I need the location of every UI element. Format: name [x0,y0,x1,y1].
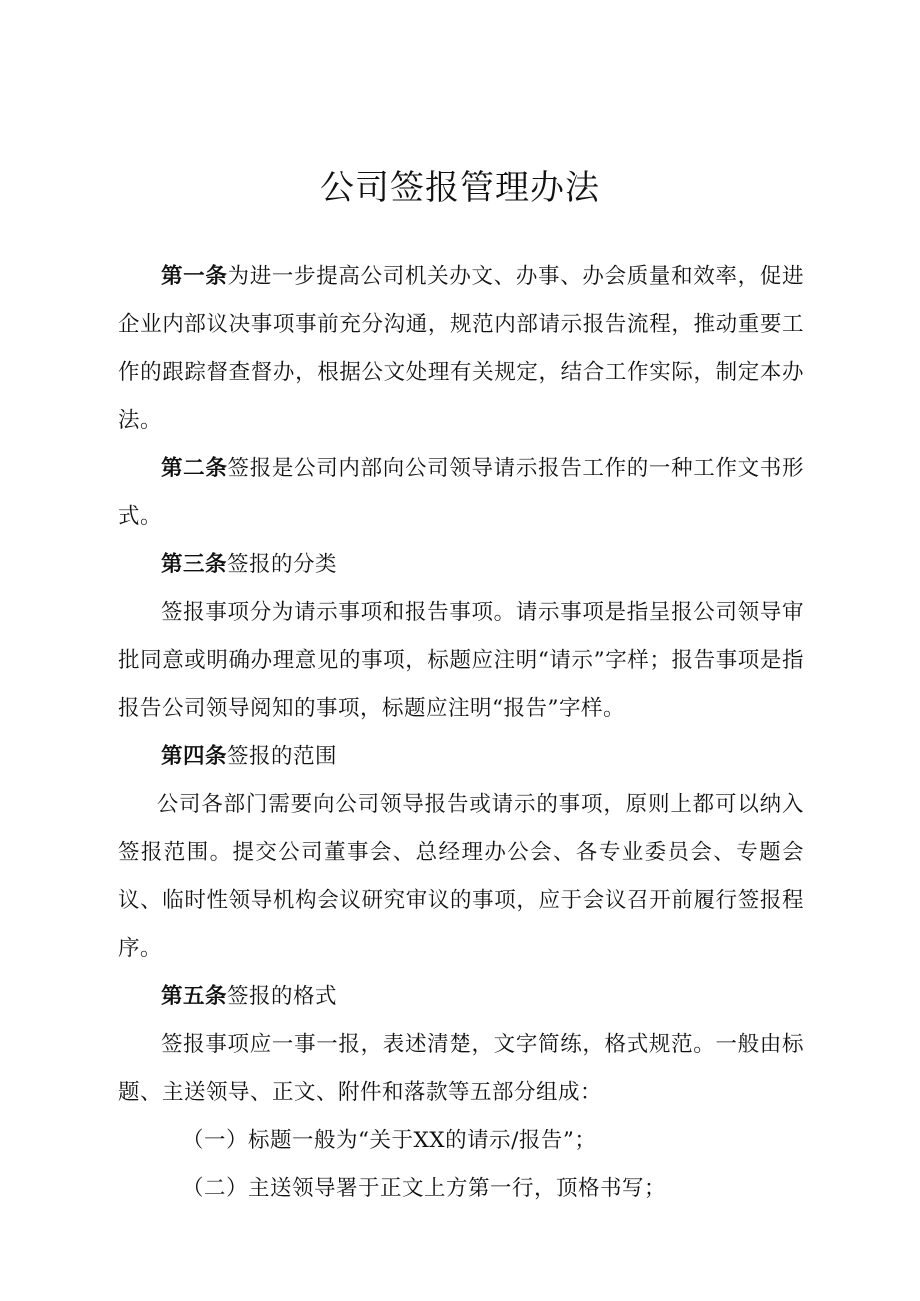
document-title: 公司签报管理办法 [320,168,600,208]
article-text: 为进一步提高公司机关办文、办事、办会质量和效率，促进企业内部议决事项事前充分沟通，规范内部请示报告流程，推动重要工作的跟踪督查督办，根据公文处理有关规定，结合工作实际，制定本办法。 [118,264,804,433]
article-heading: 第二条 [161,456,228,481]
article-2 [118,445,804,541]
article-heading: 第四条 [161,744,228,769]
article-3-body: 签报事项分为请示事项和报告事项。请示事项是指呈报公司领导审批同意或明确办理意见的事项，标题应注明“请示”字样；报告事项是指报告公司领导阅知的事项，标题应注明“报告”字样。 [118,600,804,721]
article-heading: 第一条 [161,264,228,289]
article-5-body: 签报事项应一事一报，表述清楚，文字简练，格式规范。一般由标题、主送领导、正文、附件和落款等五部分组成： [118,1032,804,1105]
article-text: 签报的分类 [227,552,338,577]
article-heading: 第三条 [161,552,228,577]
article-3 [118,541,804,589]
article-1 [118,253,804,445]
article-4-body: 公司各部门需要向公司领导报告或请示的事项，原则上都可以纳入签报范围。提交公司董事会、总经理办公会、各专业委员会、专题会议、临时性领导机构会议研究审议的事项，应于会议召开前履行签报程序。 [118,792,804,961]
article-4 [118,733,804,781]
article-5-item-2: （二）主送领导署于正文上方第一行，顶格书写； [182,1176,667,1201]
article-text: 签报的格式 [227,984,338,1009]
document-body [118,253,804,1213]
article-text: 签报是公司内部向公司领导请示报告工作的一种工作文书形式。 [118,456,804,529]
article-5 [118,973,804,1021]
article-5-item-1: （一）标题一般为“关于XX的请示/报告”； [182,1128,597,1153]
article-text: 签报的范围 [227,744,338,769]
article-heading: 第五条 [161,984,228,1009]
